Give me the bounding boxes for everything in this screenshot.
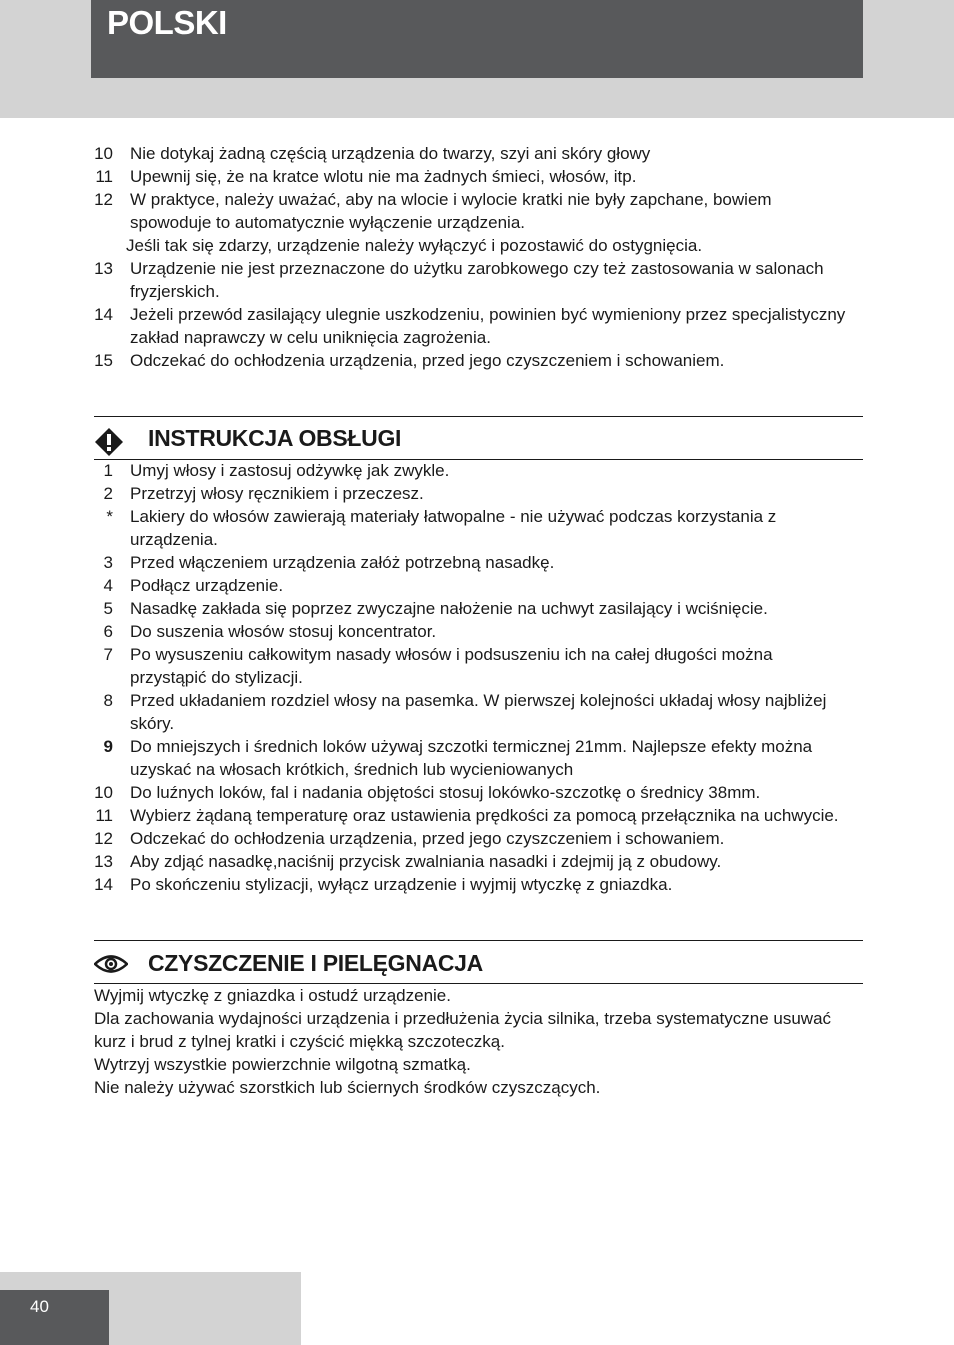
list-item	[0, 142, 954, 165]
item-number: 11	[95, 167, 113, 186]
item-text: Aby zdjąć nasadkę,naciśnij przycisk zwalniania nasadki i zdejmij ją z obudowy.	[130, 852, 722, 871]
item-text: Umyj włosy i zastosuj odżywkę jak zwykle.	[130, 461, 450, 480]
paragraph: Wytrzyj wszystkie powierzchnie wilgotną szmatką.	[94, 1055, 471, 1074]
item-number: 10	[94, 144, 113, 163]
list-item	[0, 165, 954, 188]
item-text: Do suszenia włosów stosuj koncentrator.	[130, 622, 437, 641]
item-number: 6	[103, 622, 113, 641]
item-text: Lakiery do włosów zawierają materiały łatwopalne - nie używać podczas korzystania z urządzenia.	[130, 507, 777, 549]
list-item	[0, 850, 954, 873]
list-item	[0, 689, 954, 735]
cleaning-header	[94, 940, 863, 984]
item-number: 11	[95, 806, 113, 825]
item-text: Do mniejszych i średnich loków używaj szczotki termicznej 21mm. Najlepsze efekty można uzyskać na włosach krótkich, średnich lub wycieniowanych	[130, 737, 813, 779]
list-item	[0, 873, 954, 896]
exclamation-diamond-icon	[94, 427, 124, 457]
item-text: Odczekać do ochłodzenia urządzenia, przed jego czyszczeniem i schowaniem.	[130, 829, 725, 848]
item-text: Do luźnych loków, fal i nadania objętości stosuj lokówko-szczotkę o średnicy 38mm.	[130, 783, 761, 802]
list-item	[0, 459, 954, 482]
item-number: 8	[103, 691, 113, 710]
list-item	[0, 574, 954, 597]
safety-list	[0, 142, 954, 372]
item-text: Odczekać do ochłodzenia urządzenia, przed jego czyszczeniem i schowaniem.	[130, 351, 725, 370]
instructions-header	[94, 416, 863, 460]
paragraph: Wyjmij wtyczkę z gniazdka i ostudź urządzenie.	[94, 986, 451, 1005]
list-item	[0, 827, 954, 850]
item-text: Przed włączeniem urządzenia załóż potrzebną nasadkę.	[130, 553, 555, 572]
item-number: 3	[103, 553, 113, 572]
item-number: 9	[103, 737, 113, 756]
list-item	[0, 620, 954, 643]
item-text: Przed układaniem rozdziel włosy na pasemka. W pierwszej kolejności układaj włosy najbliżej skóry.	[130, 691, 827, 733]
page-title: POLSKI	[107, 4, 227, 41]
page-number: 40	[30, 1297, 49, 1316]
paragraph: Dla zachowania wydajności urządzenia i przedłużenia życia silnika, trzeba systematyczne usuwać kurz i brud z tylnej kratki i czyścić miękką szczoteczką.	[94, 1009, 832, 1051]
item-number: 7	[103, 645, 113, 664]
cleaning-text	[94, 984, 854, 1099]
eye-icon	[94, 953, 128, 975]
item-text: Upewnij się, że na kratce wlotu nie ma żadnych śmieci, włosów, itp.	[130, 167, 637, 186]
item-text: Jeżeli przewód zasilający ulegnie uszkodzeniu, powinien być wymieniony przez specjalistyczny zakład naprawczy w celu uniknięcia zagrożenia.	[130, 305, 846, 347]
item-text: Urządzenie nie jest przeznaczone do użytku zarobkowego czy też zastosowania w salonach fryzjerskich.	[130, 259, 824, 301]
item-text: Po skończeniu stylizacji, wyłącz urządzenie i wyjmij wtyczkę z gniazdka.	[130, 875, 673, 894]
item-number: 5	[103, 599, 113, 618]
item-text: Nasadkę zakłada się poprzez zwyczajne nałożenie na uchwyt zasilający i wciśnięcie.	[130, 599, 768, 618]
item-number: 12	[94, 829, 113, 848]
item-number: 14	[94, 305, 113, 324]
item-text: Wybierz żądaną temperaturę oraz ustawienia prędkości za pomocą przełącznika na uchwycie.	[130, 806, 839, 825]
paragraph: Nie należy używać szorstkich lub ściernych środków czyszczących.	[94, 1078, 601, 1097]
footer-page-box	[0, 1290, 109, 1345]
cleaning-title: CZYSZCZENIE I PIELĘGNACJA	[148, 950, 483, 976]
list-item	[0, 303, 954, 349]
item-note: Jeśli tak się zdarzy, urządzenie należy wyłączyć i pozostawić do ostygnięcia.	[126, 236, 703, 255]
item-number: 1	[103, 461, 113, 480]
list-item	[0, 781, 954, 804]
list-item	[0, 735, 954, 781]
list-item	[0, 482, 954, 505]
item-number: 2	[103, 484, 113, 503]
item-number: *	[106, 507, 113, 526]
list-item	[0, 804, 954, 827]
list-item	[0, 257, 954, 303]
item-number: 12	[94, 190, 113, 209]
item-number: 13	[94, 259, 113, 278]
list-item	[0, 188, 954, 234]
item-number: 13	[94, 852, 113, 871]
instructions-list	[0, 459, 954, 896]
list-item	[0, 643, 954, 689]
item-number: 10	[94, 783, 113, 802]
list-item	[0, 551, 954, 574]
list-item	[0, 505, 954, 551]
list-item	[0, 349, 954, 372]
item-number: 4	[103, 576, 113, 595]
item-number: 15	[94, 351, 113, 370]
item-text: Nie dotykaj żadną częścią urządzenia do twarzy, szyi ani skóry głowy	[130, 144, 651, 163]
item-text: W praktyce, należy uważać, aby na wlocie i wylocie kratki nie były zapchane, bowiem spowoduje to automatycznie wyłączenie urządzenia.	[130, 190, 772, 232]
instructions-title: INSTRUKCJA OBSŁUGI	[148, 425, 402, 451]
item-text: Po wysuszeniu całkowitym nasady włosów i podsuszeniu ich na całej długości można przystąpić do stylizacji.	[130, 645, 773, 687]
item-text: Podłącz urządzenie.	[130, 576, 284, 595]
item-text: Przetrzyj włosy ręcznikiem i przeczesz.	[130, 484, 424, 503]
list-item	[0, 597, 954, 620]
item-number: 14	[94, 875, 113, 894]
